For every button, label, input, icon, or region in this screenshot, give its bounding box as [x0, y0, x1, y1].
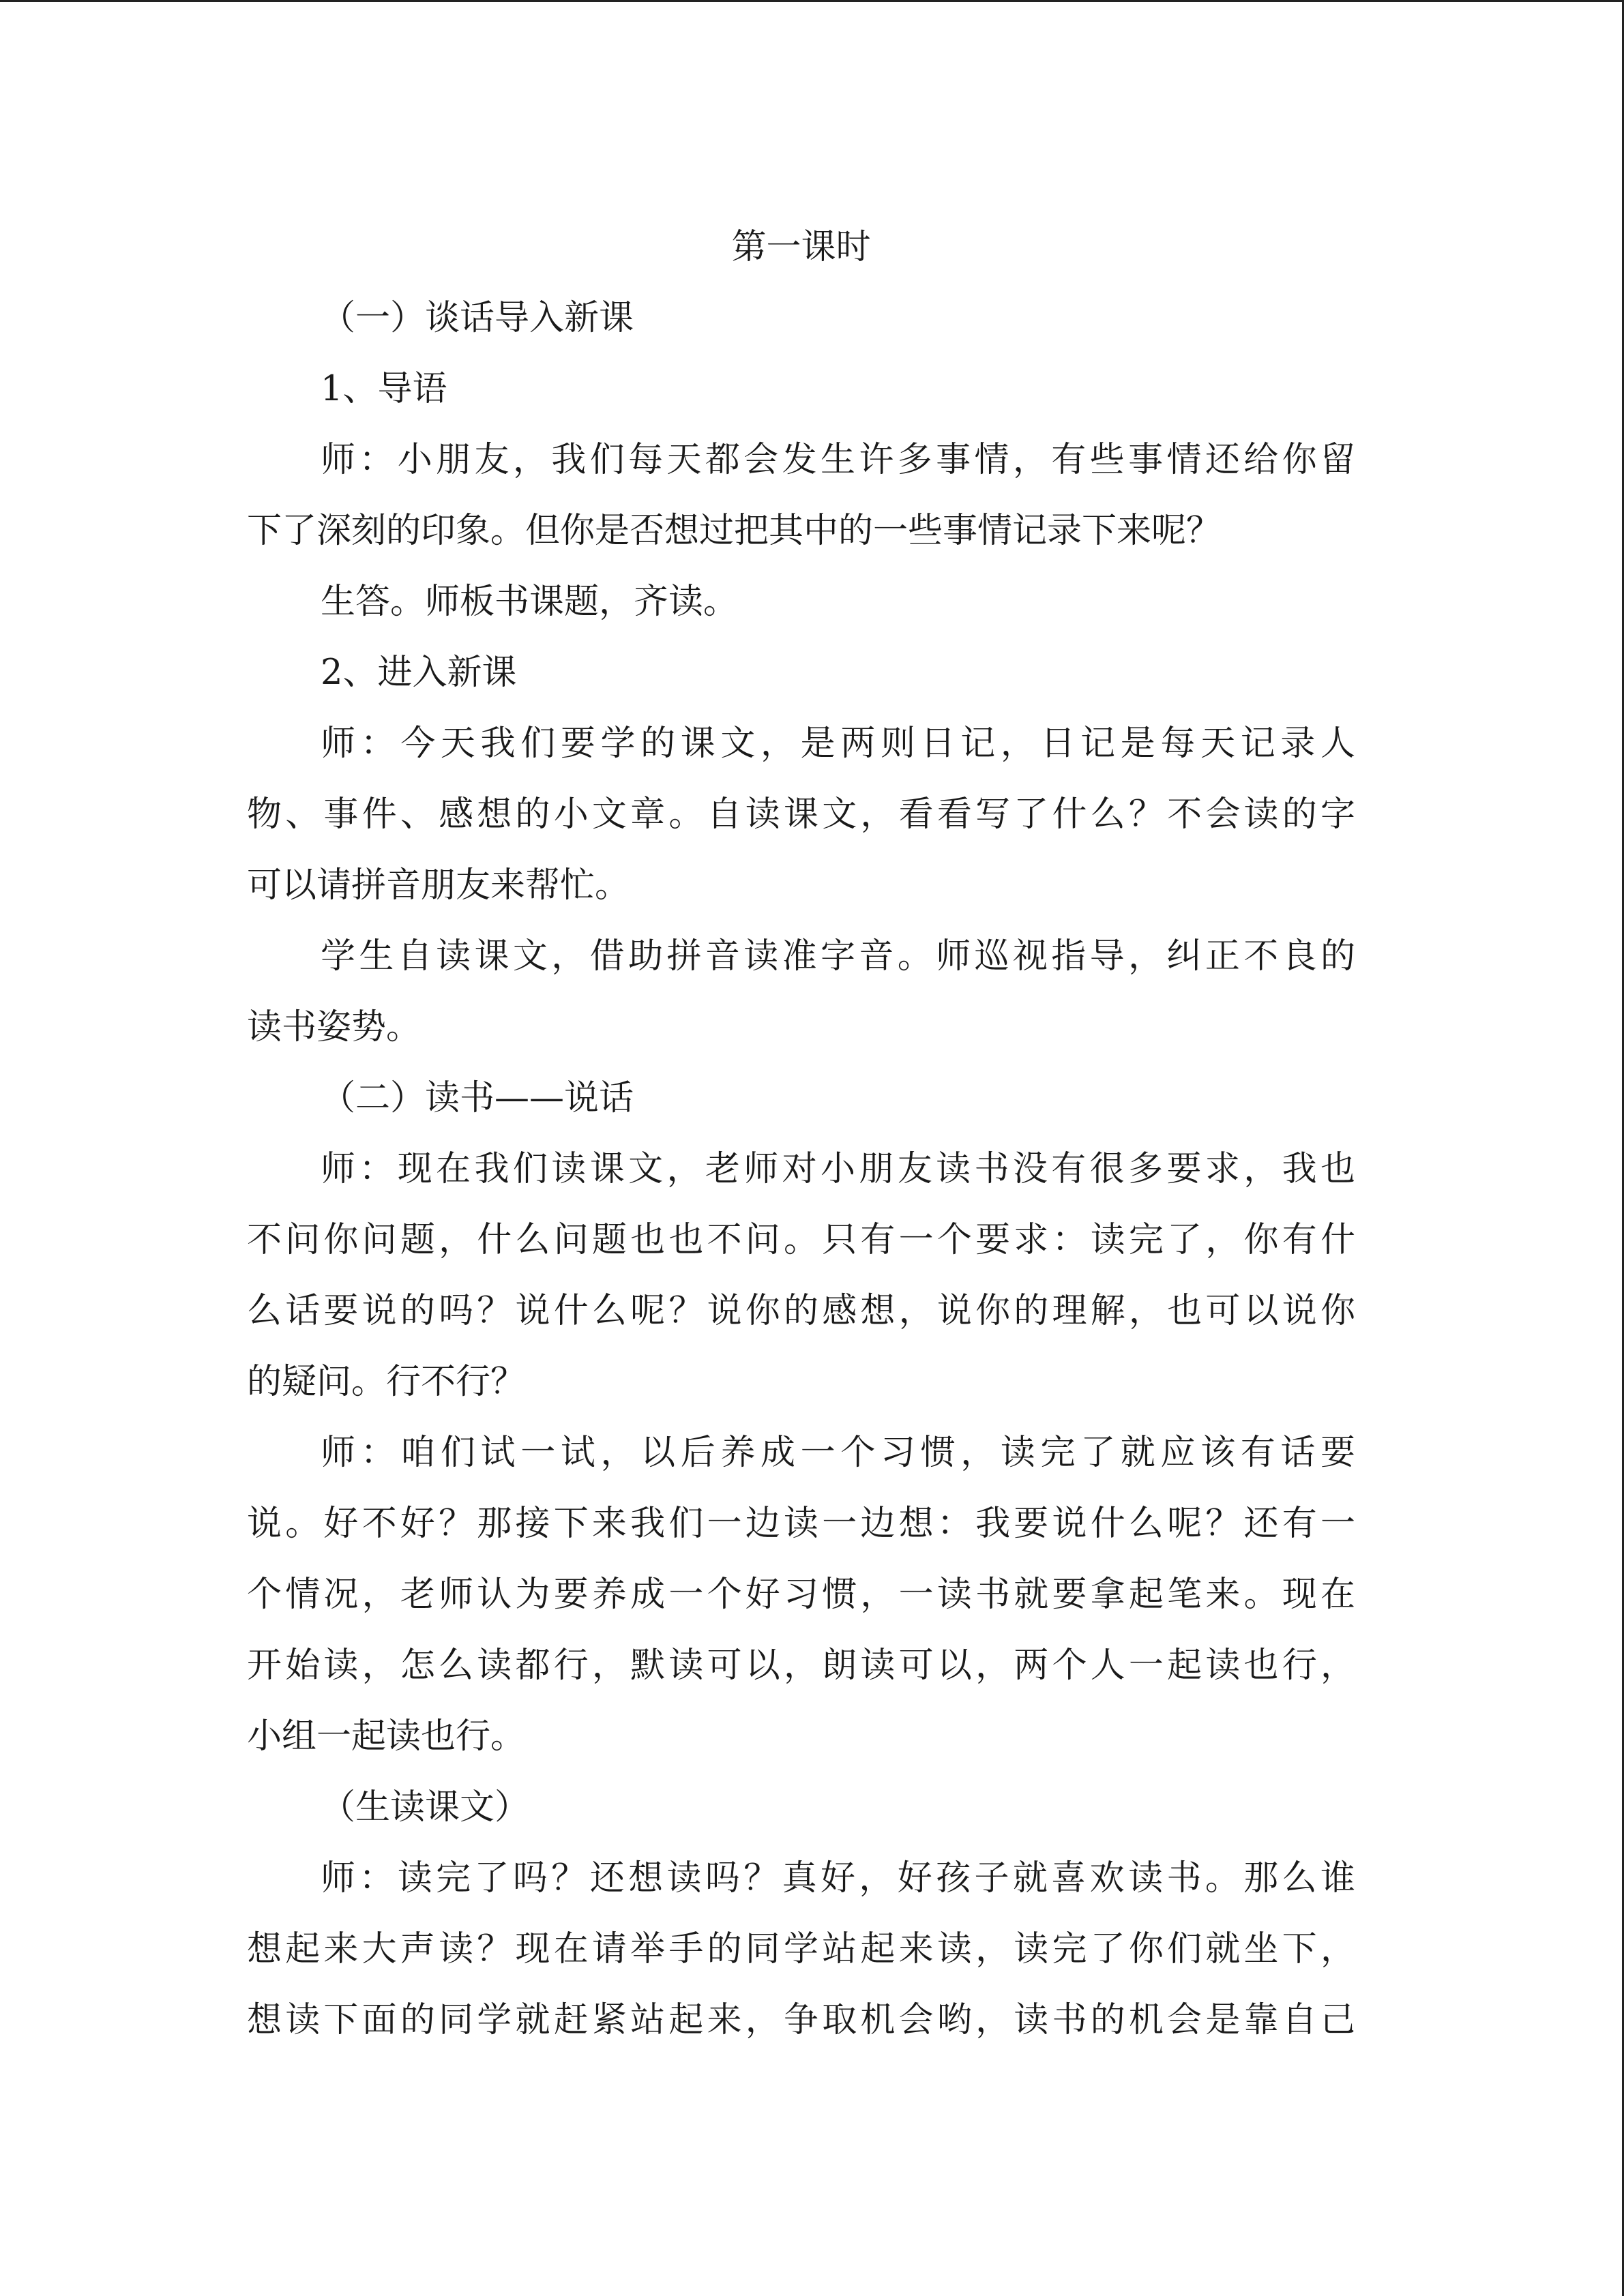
paragraph-line: 开始读，怎么读都行，默读可以，朗读可以，两个人一起读也行，: [247, 1645, 1355, 1686]
paragraph-line: 说。好不好？那接下来我们一边读一边想：我要说什么呢？还有一: [247, 1504, 1355, 1544]
paragraph-line: 师：今天我们要学的课文，是两则日记，日记是每天记录人: [321, 724, 1355, 764]
paragraph-line: 下了深刻的印象。但你是否想过把其中的一些事情记录下来呢？: [247, 511, 1222, 551]
paragraph-line: 不问你问题，什么问题也也不问。只有一个要求：读完了，你有什: [247, 1220, 1355, 1260]
stage-direction: （生读课文）: [321, 1787, 530, 1828]
paragraph-line: 物、事件、感想的小文章。自读课文，看看写了什么？不会读的字: [247, 794, 1355, 835]
section-heading: （一）谈话导入新课: [321, 298, 634, 338]
paragraph-line: 师：咱们试一试，以后养成一个习惯，读完了就应该有话要: [321, 1433, 1355, 1473]
subsection-heading: 1、导语: [321, 369, 447, 409]
subsection-heading: 2、进入新课: [321, 653, 517, 693]
paragraph-line: 的疑问。行不行？: [247, 1362, 526, 1402]
paragraph-line: 么话要说的吗？说什么呢？说你的感想，说你的理解，也可以说你: [247, 1291, 1355, 1331]
paragraph-line: 师：小朋友，我们每天都会发生许多事情，有些事情还给你留: [321, 440, 1355, 480]
paragraph-line: 学生自读课文，借助拼音读准字音。师巡视指导，纠正不良的: [321, 936, 1355, 976]
paragraph-line: 想读下面的同学就赶紧站起来，争取机会哟，读书的机会是靠自己: [247, 2000, 1355, 2040]
paragraph-line: 读书姿势。: [247, 1007, 422, 1047]
paragraph-line: 小组一起读也行。: [247, 1716, 526, 1757]
paragraph-line: 生答。师板书课题，齐读。: [321, 582, 739, 622]
paragraph-line: 个情况，老师认为要养成一个好习惯，一读书就要拿起笔来。现在: [247, 1575, 1355, 1615]
paragraph-line: 想起来大声读？现在请举手的同学站起来读，读完了你们就坐下，: [247, 1929, 1355, 1969]
section-heading: （二）读书——说话: [321, 1078, 634, 1118]
page-title: 第一课时: [731, 227, 871, 267]
paragraph-line: 师：读完了吗？还想读吗？真好，好孩子就喜欢读书。那么谁: [321, 1858, 1355, 1898]
document-body: [247, 212, 1355, 2056]
paragraph-line: 师：现在我们读课文，老师对小朋友读书没有很多要求，我也: [321, 1149, 1355, 1189]
paragraph-line: 可以请拼音朋友来帮忙。: [247, 865, 630, 906]
